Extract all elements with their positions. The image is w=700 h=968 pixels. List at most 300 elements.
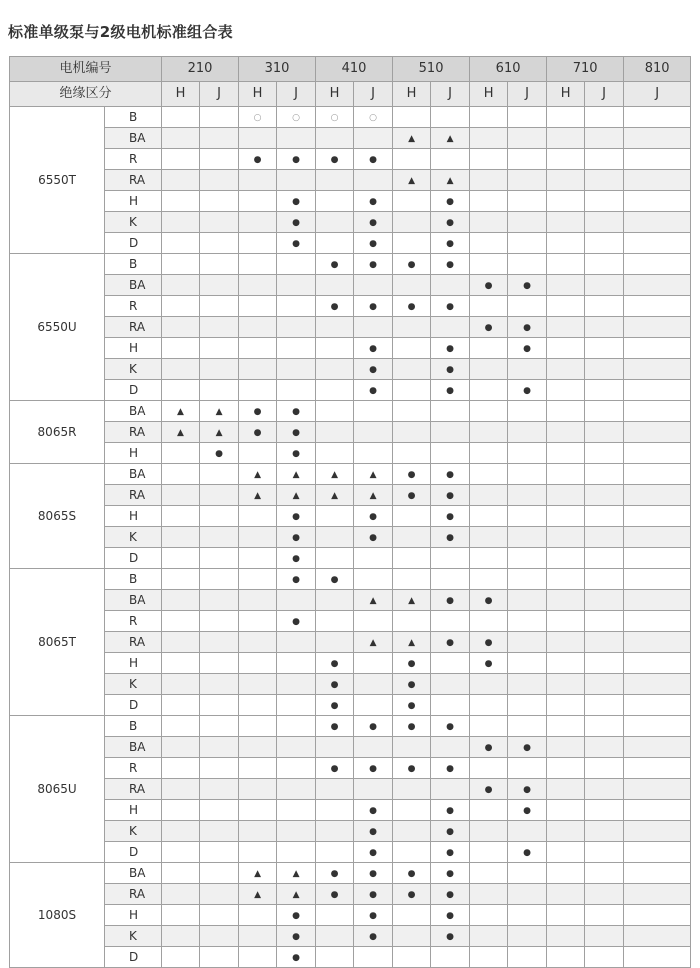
insulation-class-cell: K bbox=[105, 527, 162, 548]
table-row bbox=[10, 464, 691, 485]
combination-cell bbox=[316, 632, 354, 653]
motor-model-cell: 8065S bbox=[10, 464, 105, 569]
combination-cell bbox=[547, 422, 585, 443]
combination-cell bbox=[239, 800, 277, 821]
triangle-icon: ▲ bbox=[254, 890, 261, 900]
combination-cell bbox=[354, 653, 393, 674]
table-row bbox=[10, 317, 691, 338]
insulation-class-cell: RA bbox=[105, 884, 162, 905]
combination-cell bbox=[470, 422, 508, 443]
open-circle-icon: ○ bbox=[292, 113, 300, 123]
combination-cell bbox=[354, 863, 393, 884]
table-row bbox=[10, 884, 691, 905]
combination-cell bbox=[624, 737, 691, 758]
combination-cell bbox=[547, 170, 585, 191]
combination-cell bbox=[547, 485, 585, 506]
combination-cell bbox=[354, 548, 393, 569]
combination-cell bbox=[508, 779, 547, 800]
combination-cell bbox=[624, 107, 691, 128]
table-row bbox=[10, 926, 691, 947]
combination-cell bbox=[277, 296, 316, 317]
combination-cell bbox=[547, 779, 585, 800]
combination-cell bbox=[200, 653, 239, 674]
combination-cell bbox=[393, 695, 431, 716]
filled-dot-icon: ● bbox=[446, 596, 454, 606]
table-row bbox=[10, 296, 691, 317]
combination-cell bbox=[200, 611, 239, 632]
insulation-class-cell: H bbox=[105, 443, 162, 464]
combination-cell bbox=[431, 401, 470, 422]
combination-cell bbox=[277, 422, 316, 443]
combination-cell bbox=[393, 611, 431, 632]
combination-cell bbox=[431, 317, 470, 338]
combination-cell bbox=[277, 716, 316, 737]
combination-cell bbox=[508, 632, 547, 653]
combination-cell bbox=[277, 485, 316, 506]
combination-cell bbox=[316, 695, 354, 716]
triangle-icon: ▲ bbox=[292, 890, 300, 900]
insulation-class-cell: K bbox=[105, 212, 162, 233]
sub-header-h: H bbox=[239, 82, 277, 107]
combination-cell bbox=[393, 737, 431, 758]
filled-dot-icon: ● bbox=[330, 680, 339, 690]
combination-cell bbox=[547, 527, 585, 548]
combination-cell bbox=[200, 527, 239, 548]
combination-cell bbox=[239, 485, 277, 506]
combination-cell bbox=[162, 653, 200, 674]
combination-cell bbox=[470, 548, 508, 569]
filled-dot-icon: ● bbox=[523, 386, 532, 396]
combination-cell bbox=[547, 737, 585, 758]
combination-cell bbox=[162, 569, 200, 590]
table-row bbox=[10, 212, 691, 233]
combination-cell bbox=[624, 926, 691, 947]
filled-dot-icon: ● bbox=[369, 890, 377, 900]
combination-cell bbox=[585, 716, 624, 737]
combination-cell bbox=[585, 569, 624, 590]
combination-cell bbox=[470, 632, 508, 653]
combination-cell bbox=[431, 170, 470, 191]
combination-cell bbox=[162, 107, 200, 128]
combination-cell bbox=[470, 191, 508, 212]
combination-cell bbox=[624, 422, 691, 443]
combination-cell bbox=[585, 611, 624, 632]
combination-cell bbox=[200, 401, 239, 422]
combination-cell bbox=[200, 233, 239, 254]
combination-cell bbox=[547, 905, 585, 926]
combination-cell bbox=[585, 506, 624, 527]
combination-cell bbox=[393, 863, 431, 884]
insulation-class-cell: K bbox=[105, 674, 162, 695]
combination-cell bbox=[393, 107, 431, 128]
filled-dot-icon: ● bbox=[292, 512, 300, 522]
combination-cell bbox=[200, 716, 239, 737]
combination-cell bbox=[431, 863, 470, 884]
insulation-class-cell: H bbox=[105, 653, 162, 674]
combination-cell bbox=[470, 338, 508, 359]
combination-cell bbox=[316, 233, 354, 254]
combination-cell bbox=[277, 800, 316, 821]
combination-cell bbox=[239, 212, 277, 233]
filled-dot-icon: ● bbox=[330, 575, 339, 585]
combination-cell bbox=[624, 632, 691, 653]
combination-cell bbox=[585, 296, 624, 317]
filled-dot-icon: ● bbox=[446, 260, 454, 270]
combination-cell bbox=[431, 779, 470, 800]
combination-cell bbox=[277, 191, 316, 212]
insulation-class-cell: RA bbox=[105, 170, 162, 191]
combination-cell bbox=[316, 338, 354, 359]
combination-cell bbox=[470, 926, 508, 947]
filled-dot-icon: ● bbox=[253, 407, 262, 417]
table-row bbox=[10, 485, 691, 506]
combination-cell bbox=[316, 485, 354, 506]
combination-cell bbox=[393, 569, 431, 590]
filled-dot-icon: ● bbox=[446, 764, 454, 774]
combination-cell bbox=[624, 443, 691, 464]
triangle-icon: ▲ bbox=[254, 869, 261, 879]
combination-cell bbox=[162, 338, 200, 359]
combination-cell bbox=[239, 947, 277, 968]
combination-cell bbox=[316, 254, 354, 275]
insulation-class-cell: B bbox=[105, 254, 162, 275]
combination-cell bbox=[585, 737, 624, 758]
combination-cell bbox=[547, 569, 585, 590]
filled-dot-icon: ● bbox=[446, 302, 454, 312]
combination-cell bbox=[508, 464, 547, 485]
filled-dot-icon: ● bbox=[446, 512, 454, 522]
combination-cell bbox=[277, 695, 316, 716]
insulation-class-cell: D bbox=[105, 548, 162, 569]
combination-cell bbox=[624, 674, 691, 695]
filled-dot-icon: ● bbox=[484, 596, 493, 606]
insulation-class-cell: R bbox=[105, 296, 162, 317]
combination-cell bbox=[162, 380, 200, 401]
filled-dot-icon: ● bbox=[369, 806, 377, 816]
combination-cell bbox=[239, 632, 277, 653]
insulation-class-cell: B bbox=[105, 107, 162, 128]
combination-cell bbox=[470, 296, 508, 317]
combination-cell bbox=[354, 422, 393, 443]
filled-dot-icon: ● bbox=[330, 155, 339, 165]
combination-cell bbox=[277, 653, 316, 674]
combination-cell bbox=[239, 443, 277, 464]
combination-cell bbox=[547, 107, 585, 128]
combination-cell bbox=[585, 695, 624, 716]
combination-cell bbox=[508, 716, 547, 737]
combination-cell bbox=[431, 359, 470, 380]
combination-cell bbox=[508, 884, 547, 905]
combination-cell bbox=[316, 779, 354, 800]
filled-dot-icon: ● bbox=[446, 344, 454, 354]
insulation-class-cell: BA bbox=[105, 464, 162, 485]
filled-dot-icon: ● bbox=[446, 365, 454, 375]
combination-cell bbox=[200, 548, 239, 569]
insulation-class-cell: K bbox=[105, 926, 162, 947]
combination-cell bbox=[162, 485, 200, 506]
motor-model-cell: 6550U bbox=[10, 254, 105, 401]
combination-cell bbox=[431, 233, 470, 254]
combination-cell bbox=[354, 443, 393, 464]
combination-cell bbox=[162, 737, 200, 758]
combination-cell bbox=[508, 548, 547, 569]
combination-cell bbox=[585, 905, 624, 926]
combination-cell bbox=[277, 674, 316, 695]
combination-cell bbox=[508, 191, 547, 212]
combination-cell bbox=[277, 527, 316, 548]
table-row bbox=[10, 821, 691, 842]
combination-cell bbox=[316, 674, 354, 695]
triangle-icon: ▲ bbox=[177, 407, 184, 417]
motor-number-header: 电机编号 bbox=[10, 57, 162, 82]
combination-cell bbox=[470, 359, 508, 380]
combination-cell bbox=[508, 695, 547, 716]
filled-dot-icon: ● bbox=[369, 197, 377, 207]
combination-cell bbox=[624, 191, 691, 212]
combination-cell bbox=[547, 863, 585, 884]
combination-cell bbox=[470, 527, 508, 548]
triangle-icon: ▲ bbox=[408, 176, 416, 186]
filled-dot-icon: ● bbox=[292, 575, 300, 585]
combination-cell bbox=[393, 317, 431, 338]
motor-model-cell: 8065U bbox=[10, 716, 105, 863]
combination-cell bbox=[316, 317, 354, 338]
combination-cell bbox=[547, 254, 585, 275]
combination-cell bbox=[239, 590, 277, 611]
combination-cell bbox=[393, 800, 431, 821]
combination-cell bbox=[470, 443, 508, 464]
combination-cell bbox=[239, 569, 277, 590]
combination-cell bbox=[316, 149, 354, 170]
combination-cell bbox=[431, 716, 470, 737]
combination-cell bbox=[624, 401, 691, 422]
combination-cell bbox=[624, 779, 691, 800]
table-row bbox=[10, 443, 691, 464]
triangle-icon: ▲ bbox=[446, 134, 454, 144]
triangle-icon: ▲ bbox=[369, 491, 377, 501]
combination-cell bbox=[547, 800, 585, 821]
combination-cell bbox=[624, 905, 691, 926]
filled-dot-icon: ● bbox=[292, 407, 300, 417]
insulation-class-cell: RA bbox=[105, 779, 162, 800]
combination-cell bbox=[585, 338, 624, 359]
combination-cell bbox=[508, 254, 547, 275]
combination-cell bbox=[431, 800, 470, 821]
triangle-icon: ▲ bbox=[254, 470, 261, 480]
combination-cell bbox=[239, 422, 277, 443]
combination-cell bbox=[470, 590, 508, 611]
filled-dot-icon: ● bbox=[446, 806, 454, 816]
filled-dot-icon: ● bbox=[369, 365, 377, 375]
column-header-710: 710 bbox=[547, 57, 624, 82]
combination-cell bbox=[431, 695, 470, 716]
combination-cell bbox=[431, 212, 470, 233]
combination-cell bbox=[354, 905, 393, 926]
combination-cell bbox=[431, 296, 470, 317]
open-circle-icon: ○ bbox=[369, 113, 377, 123]
combination-cell bbox=[162, 674, 200, 695]
table-row bbox=[10, 422, 691, 443]
filled-dot-icon: ● bbox=[292, 239, 300, 249]
combination-cell bbox=[162, 884, 200, 905]
combination-cell bbox=[624, 233, 691, 254]
triangle-icon: ▲ bbox=[292, 869, 300, 879]
combination-cell bbox=[354, 716, 393, 737]
motor-model-cell: 8065R bbox=[10, 401, 105, 464]
combination-cell bbox=[393, 779, 431, 800]
combination-cell bbox=[200, 926, 239, 947]
combination-cell bbox=[277, 905, 316, 926]
combination-cell bbox=[277, 128, 316, 149]
triangle-icon: ▲ bbox=[215, 407, 223, 417]
table-row bbox=[10, 611, 691, 632]
combination-cell bbox=[200, 107, 239, 128]
combination-cell bbox=[239, 296, 277, 317]
filled-dot-icon: ● bbox=[407, 890, 416, 900]
combination-cell bbox=[431, 380, 470, 401]
combination-cell bbox=[431, 548, 470, 569]
filled-dot-icon: ● bbox=[369, 827, 377, 837]
combination-cell bbox=[508, 905, 547, 926]
combination-cell bbox=[162, 527, 200, 548]
combination-cell bbox=[547, 128, 585, 149]
combination-cell bbox=[277, 380, 316, 401]
combination-cell bbox=[354, 674, 393, 695]
combination-cell bbox=[277, 926, 316, 947]
filled-dot-icon: ● bbox=[484, 281, 493, 291]
filled-dot-icon: ● bbox=[523, 323, 532, 333]
combination-cell bbox=[162, 233, 200, 254]
table-row bbox=[10, 254, 691, 275]
combination-cell bbox=[239, 716, 277, 737]
sub-header-j: J bbox=[508, 82, 547, 107]
combination-cell bbox=[431, 275, 470, 296]
combination-cell bbox=[585, 191, 624, 212]
combination-cell bbox=[354, 884, 393, 905]
combination-cell bbox=[277, 884, 316, 905]
filled-dot-icon: ● bbox=[407, 659, 416, 669]
combination-cell bbox=[624, 590, 691, 611]
combination-cell bbox=[162, 716, 200, 737]
combination-cell bbox=[200, 212, 239, 233]
sub-header-j: J bbox=[277, 82, 316, 107]
insulation-class-cell: BA bbox=[105, 401, 162, 422]
combination-cell bbox=[585, 464, 624, 485]
combination-table bbox=[9, 56, 691, 968]
combination-cell bbox=[508, 485, 547, 506]
sub-header-j: J bbox=[354, 82, 393, 107]
combination-cell bbox=[585, 548, 624, 569]
combination-cell bbox=[354, 758, 393, 779]
combination-cell bbox=[585, 779, 624, 800]
combination-cell bbox=[547, 275, 585, 296]
combination-cell bbox=[200, 695, 239, 716]
combination-cell bbox=[316, 107, 354, 128]
table-row bbox=[10, 128, 691, 149]
combination-cell bbox=[431, 464, 470, 485]
filled-dot-icon: ● bbox=[292, 218, 300, 228]
motor-model-cell: 8065T bbox=[10, 569, 105, 716]
combination-cell bbox=[239, 149, 277, 170]
combination-cell bbox=[316, 464, 354, 485]
filled-dot-icon: ● bbox=[484, 638, 493, 648]
combination-cell bbox=[200, 443, 239, 464]
table-row bbox=[10, 695, 691, 716]
combination-cell bbox=[393, 590, 431, 611]
filled-dot-icon: ● bbox=[292, 953, 300, 963]
combination-cell bbox=[354, 590, 393, 611]
filled-dot-icon: ● bbox=[407, 764, 416, 774]
filled-dot-icon: ● bbox=[292, 932, 300, 942]
table-row bbox=[10, 800, 691, 821]
combination-cell bbox=[162, 212, 200, 233]
insulation-class-cell: D bbox=[105, 233, 162, 254]
combination-cell bbox=[585, 758, 624, 779]
sub-header-h: H bbox=[470, 82, 508, 107]
combination-cell bbox=[354, 212, 393, 233]
filled-dot-icon: ● bbox=[523, 344, 532, 354]
combination-cell bbox=[393, 716, 431, 737]
combination-cell bbox=[508, 926, 547, 947]
combination-cell bbox=[508, 842, 547, 863]
filled-dot-icon: ● bbox=[369, 302, 377, 312]
combination-cell bbox=[354, 296, 393, 317]
table-row bbox=[10, 590, 691, 611]
combination-cell bbox=[162, 947, 200, 968]
combination-cell bbox=[585, 107, 624, 128]
combination-cell bbox=[585, 212, 624, 233]
combination-cell bbox=[431, 884, 470, 905]
combination-cell bbox=[431, 506, 470, 527]
combination-cell bbox=[585, 674, 624, 695]
combination-cell bbox=[316, 590, 354, 611]
combination-cell bbox=[547, 926, 585, 947]
combination-cell bbox=[470, 107, 508, 128]
combination-cell bbox=[316, 926, 354, 947]
combination-cell bbox=[547, 947, 585, 968]
combination-cell bbox=[547, 338, 585, 359]
combination-cell bbox=[393, 212, 431, 233]
combination-cell bbox=[239, 191, 277, 212]
filled-dot-icon: ● bbox=[330, 764, 339, 774]
filled-dot-icon: ● bbox=[407, 680, 416, 690]
combination-cell bbox=[277, 107, 316, 128]
table-row bbox=[10, 674, 691, 695]
combination-cell bbox=[508, 128, 547, 149]
table-row bbox=[10, 716, 691, 737]
insulation-class-cell: H bbox=[105, 800, 162, 821]
combination-cell bbox=[431, 737, 470, 758]
combination-cell bbox=[354, 611, 393, 632]
combination-cell bbox=[470, 233, 508, 254]
combination-cell bbox=[393, 149, 431, 170]
filled-dot-icon: ● bbox=[446, 491, 454, 501]
combination-cell bbox=[200, 359, 239, 380]
combination-cell bbox=[316, 821, 354, 842]
triangle-icon: ▲ bbox=[331, 491, 338, 501]
combination-cell bbox=[547, 758, 585, 779]
combination-cell bbox=[277, 569, 316, 590]
header-row-insulation bbox=[10, 82, 691, 107]
combination-cell bbox=[277, 863, 316, 884]
combination-cell bbox=[624, 947, 691, 968]
combination-cell bbox=[354, 170, 393, 191]
combination-cell bbox=[508, 170, 547, 191]
insulation-class-cell: RA bbox=[105, 632, 162, 653]
combination-cell bbox=[393, 233, 431, 254]
combination-cell bbox=[277, 149, 316, 170]
sub-header-j: J bbox=[624, 82, 691, 107]
